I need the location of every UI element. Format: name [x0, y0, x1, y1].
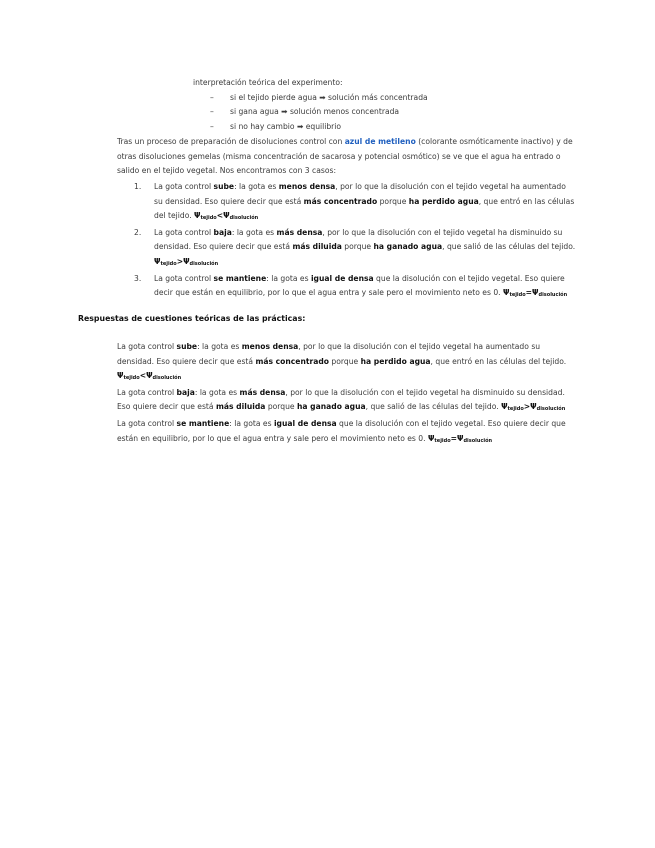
psi-subscript: disolución: [229, 215, 259, 222]
interpretation-list: [193, 91, 593, 135]
answer-text: , que entró en las células del tejido.: [430, 356, 567, 366]
answer-text: La gota control: [117, 342, 177, 351]
case-item: [117, 226, 577, 272]
case-bold: se mantiene: [213, 273, 267, 283]
answer-bold: menos densa: [241, 342, 299, 351]
case-text: , que salió de las células del tejido.: [442, 242, 576, 252]
water-potential-relation: [501, 402, 565, 411]
answer-bold: ha ganado agua: [297, 402, 366, 412]
water-potential-relation: [117, 371, 181, 380]
answer-text: , por lo que la disolución con el tejido vegetal ha aumentado su densidad. Eso quiere decir que está: [117, 342, 541, 366]
psi-symbol: Ψ: [183, 256, 190, 266]
psi-symbol: Ψ: [146, 371, 153, 381]
psi-subscript: tejido: [160, 260, 177, 267]
psi-operator: <: [216, 211, 224, 221]
answer-text: : la gota es: [229, 418, 274, 428]
answer-bold: ha perdido agua: [360, 356, 431, 366]
list-item: – si no hay cambio ➡ equilibrio: [193, 120, 593, 135]
psi-symbol: Ψ: [427, 433, 435, 443]
psi-symbol: Ψ: [532, 288, 539, 298]
cases-list: [117, 180, 577, 303]
psi-subscript: disolución: [463, 437, 493, 444]
answer-paragraph: [117, 417, 579, 448]
answer-text: , por lo que la disolución con el tejido vegetal ha disminuido su densidad. Eso quiere decir que está: [117, 387, 565, 412]
answer-text: La gota control: [117, 387, 177, 397]
case-bold: ha ganado agua: [373, 242, 443, 252]
case-text: La gota control: [154, 182, 214, 191]
answer-bold: más densa: [239, 387, 286, 397]
answer-text: que la disolución con el tejido vegetal. Eso quiere decir que están en equilibrio, por lo que el agua entra y sale pero el movimiento neto es 0.: [117, 418, 566, 443]
answer-bold: baja: [176, 387, 195, 397]
answer-bold: más concentrado: [255, 356, 330, 366]
case-number: 1.: [134, 182, 142, 191]
answer-paragraph: [117, 340, 579, 386]
answer-text: porque: [329, 356, 361, 366]
case-bold: más diluida: [292, 242, 342, 252]
answer-text: , que salió de las células del tejido.: [365, 402, 502, 412]
case-text: La gota control: [154, 273, 214, 283]
answer-bold: más diluida: [215, 402, 266, 412]
case-bold: ha perdido agua: [408, 196, 479, 206]
psi-subscript: disolución: [536, 406, 566, 413]
case-text: La gota control: [154, 227, 214, 237]
case-text: , por lo que la disolución con el tejido vegetal ha disminuido su densidad. Eso quiere decir que está: [154, 227, 563, 252]
water-potential-relation: [503, 288, 567, 297]
psi-operator: >: [523, 402, 531, 412]
psi-operator: =: [525, 288, 533, 298]
answer-text: : la gota es: [194, 387, 240, 397]
case-text: : la gota es: [234, 182, 279, 191]
case-bold: más concentrado: [303, 196, 378, 206]
answers-section: [117, 340, 579, 448]
answer-bold: sube: [176, 342, 198, 351]
psi-symbol: Ψ: [194, 211, 201, 221]
list-item: – si el tejido pierde agua ➡ solución más concentrada: [193, 91, 593, 106]
answer-text: La gota control: [117, 418, 177, 428]
case-bold: menos densa: [278, 182, 336, 191]
answer-bold: se mantiene: [176, 418, 230, 428]
answer-paragraph: [117, 386, 579, 417]
psi-symbol: Ψ: [457, 433, 464, 443]
psi-subscript: tejido: [509, 292, 526, 299]
intro-text: Tras un proceso de preparación de disoluciones control con: [117, 137, 345, 146]
psi-symbol: Ψ: [530, 402, 537, 412]
intro-paragraph: [117, 135, 577, 179]
psi-subscript: disolución: [152, 375, 182, 382]
case-item: [117, 272, 577, 303]
case-bold: sube: [213, 182, 235, 191]
psi-subscript: disolución: [189, 260, 219, 267]
answer-text: : la gota es: [197, 342, 242, 351]
interpretation-heading: interpretación teórica del experimento:: [193, 78, 343, 87]
methylene-blue-highlight: azul de metileno: [344, 137, 416, 146]
case-text: porque: [341, 242, 374, 252]
water-potential-relation: [428, 434, 492, 443]
answer-bold: igual de densa: [273, 418, 337, 428]
psi-symbol: Ψ: [117, 371, 124, 381]
case-text: : la gota es: [266, 273, 311, 283]
psi-subscript: disolución: [538, 292, 568, 299]
case-text: , por lo que la disolución con el tejido vegetal ha aumentado su densidad. Eso quiere decir que está: [154, 182, 566, 206]
case-number: 3.: [134, 273, 142, 283]
psi-subscript: tejido: [507, 406, 524, 413]
case-item: [117, 180, 577, 226]
psi-subscript: tejido: [123, 375, 140, 382]
psi-subscript: tejido: [434, 437, 451, 444]
case-number: 2.: [134, 227, 142, 237]
case-text: porque: [377, 196, 409, 206]
case-text: que la disolución con el tejido vegetal. Eso quiere decir que están en equilibrio, por lo que el agua entra y sale pero el movimiento neto es 0.: [154, 273, 565, 298]
psi-operator: <: [139, 371, 147, 381]
psi-symbol: Ψ: [502, 288, 510, 298]
water-potential-relation: [194, 211, 258, 220]
intro-text: (colorante osmóticamente inactivo) y de otras disoluciones gemelas (misma concentración de sacarosa y potencial osmótico) se ve que el agua ha entrado o salido en el tejido vegetal. Nos encontramos con 3 casos:: [117, 137, 573, 176]
psi-symbol: Ψ: [154, 256, 161, 266]
questions-title: Respuestas de cuestiones teóricas de las prácticas:: [78, 314, 306, 323]
interpretation-section: [193, 76, 593, 134]
list-item: – si gana agua ➡ solución menos concentrada: [193, 105, 593, 120]
case-bold: más densa: [276, 227, 323, 237]
case-text: : la gota es: [231, 227, 277, 237]
psi-symbol: Ψ: [501, 402, 508, 412]
case-text: , que entró en las células del tejido.: [154, 196, 575, 221]
psi-operator: >: [176, 256, 184, 266]
water-potential-relation: [154, 257, 218, 266]
answer-text: porque: [265, 402, 297, 412]
case-bold: baja: [213, 227, 232, 237]
psi-operator: =: [450, 433, 458, 443]
psi-symbol: Ψ: [223, 211, 230, 221]
psi-subscript: tejido: [200, 215, 217, 222]
case-bold: igual de densa: [310, 273, 374, 283]
